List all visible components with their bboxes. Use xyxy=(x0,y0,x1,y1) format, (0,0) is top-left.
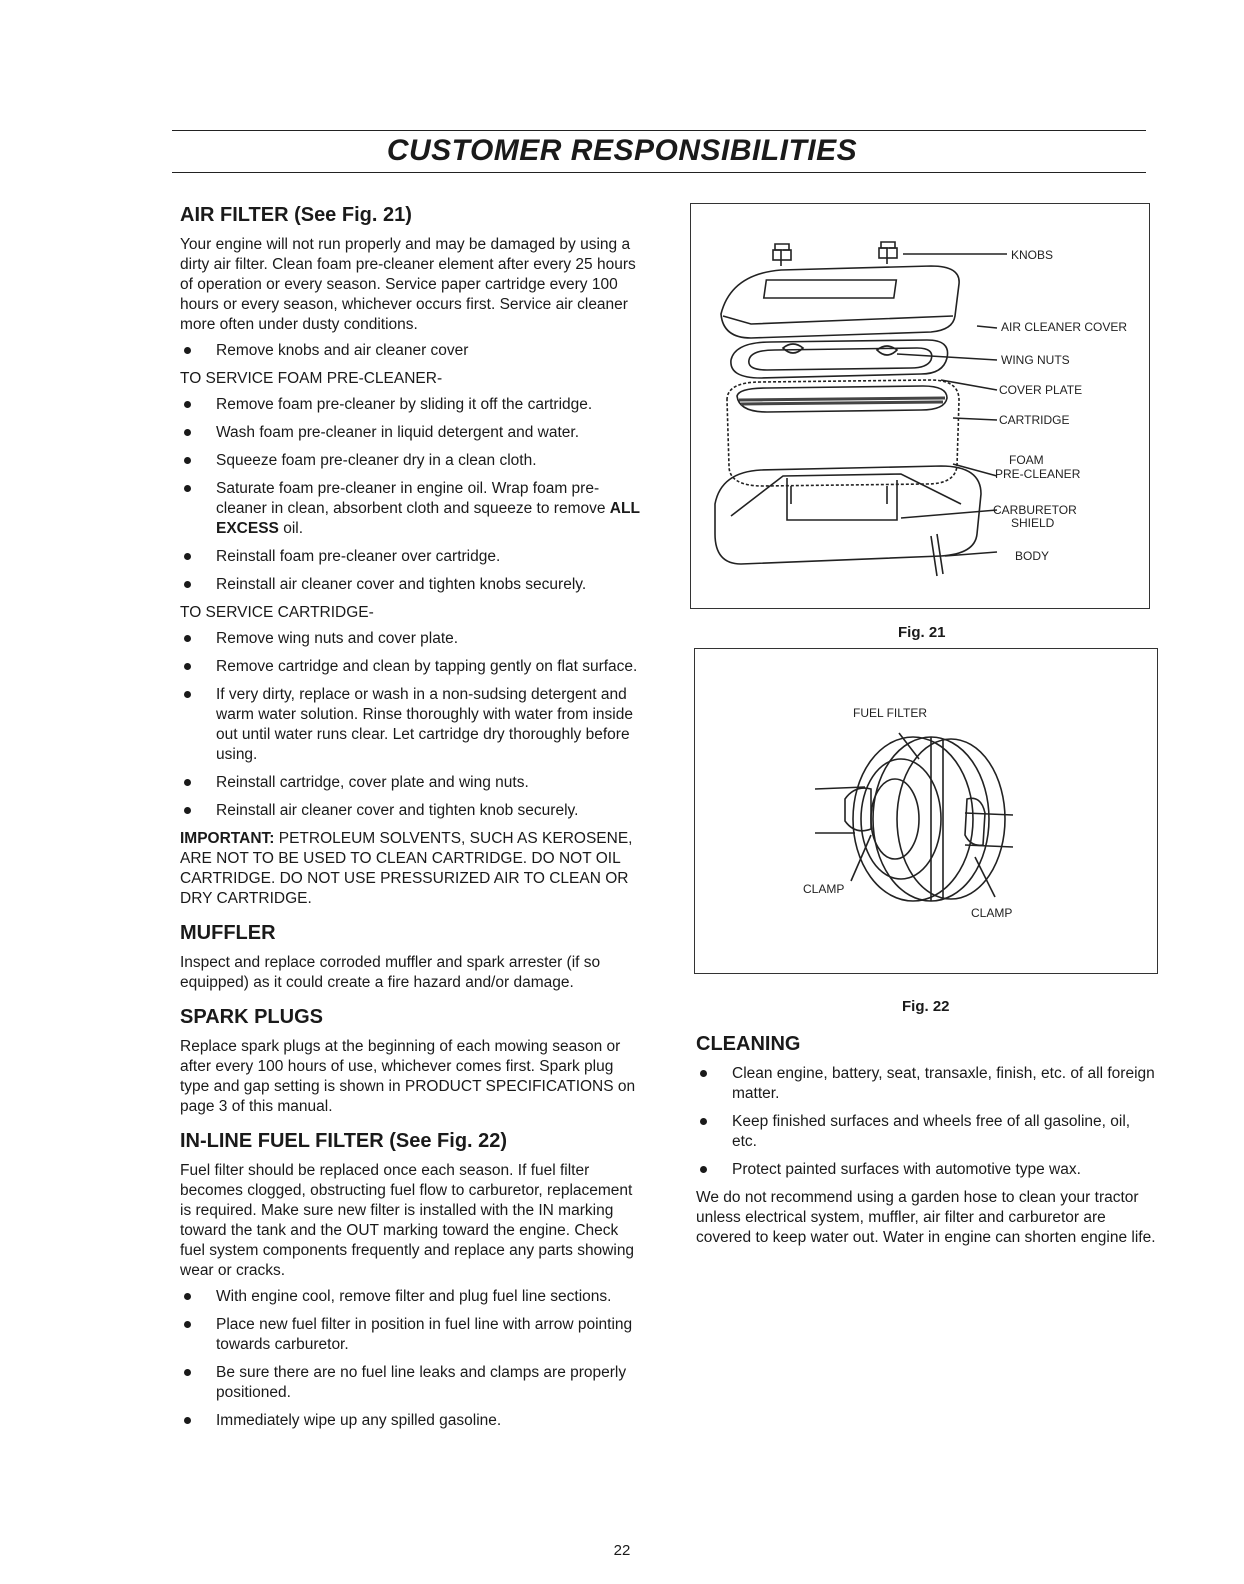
cleaning-text: We do not recommend using a garden hose to clean your tractor unless electrical system, muffler, air filter and carburetor are covered to keep water out. Water in engine can shorten engine life. xyxy=(696,1189,1156,1246)
clamp-left-icon xyxy=(845,788,871,831)
air-filter-heading: AIR FILTER (See Fig. 21) xyxy=(180,204,412,226)
label-foam: FOAM xyxy=(1009,453,1044,467)
label-wing-nuts: WING NUTS xyxy=(1001,353,1070,367)
fuel-line-left xyxy=(815,787,865,833)
list-item: Squeeze foam pre-cleaner dry in a clean cloth. xyxy=(180,451,642,471)
label-clamp-left: CLAMP xyxy=(803,882,845,896)
air-filter-intro: Your engine will not run properly and may be damaged by using a dirty air filter. Clean foam pre-cleaner element after every 25 hours of operation or every season. Service paper cartridge every 100 hours or every season, whichever occurs first. Service air cleaner more often under dusty conditions. xyxy=(180,236,636,333)
right-column xyxy=(696,1034,1156,1262)
cover-plate-shape xyxy=(731,340,948,378)
label-cover-plate: COVER PLATE xyxy=(999,383,1083,397)
list-item: Remove foam pre-cleaner by sliding it off the cartridge. xyxy=(180,395,642,415)
knob-left-icon xyxy=(775,244,789,266)
label-knobs: KNOBS xyxy=(1011,248,1054,262)
page-title: CUSTOMER RESPONSIBILITIES xyxy=(386,134,858,167)
list-item xyxy=(180,479,642,539)
figure-22-fuel-filter xyxy=(694,648,1158,974)
fuel-filter-diagram xyxy=(695,649,1157,973)
list-item: Wash foam pre-cleaner in liquid detergent and water. xyxy=(180,423,642,443)
figure-21-air-cleaner xyxy=(690,203,1150,609)
list-item: Reinstall cartridge, cover plate and wing nuts. xyxy=(180,773,642,793)
emphasis-text: ALL EXCESS xyxy=(216,500,640,537)
air-cleaner-exploded-diagram xyxy=(691,204,1149,608)
list-item: Keep finished surfaces and wheels free of all gasoline, oil, etc. xyxy=(696,1112,1156,1152)
fuel-filter-heading: IN-LINE FUEL FILTER (See Fig. 22) xyxy=(180,1130,508,1152)
muffler-text: Inspect and replace corroded muffler and spark arrester (if so equipped) as it could create a fire hazard and/or damage. xyxy=(180,954,601,991)
clamp-right-icon xyxy=(965,798,985,845)
list-item: Protect painted surfaces with automotive type wax. xyxy=(696,1160,1156,1180)
header-rule-bottom xyxy=(172,172,1146,173)
fuel-filter-text: Fuel filter should be replaced once each season. If fuel filter becomes clogged, obstructing fuel flow to carburetor, replacement is required. Make sure new filter is installed with the IN marking toward the tank and the OUT marking toward the engine. Check fuel system components frequently and replace any parts showing wear or cracks. xyxy=(180,1162,635,1279)
wing-nut-right-icon xyxy=(877,346,897,355)
foam-service-heading: TO SERVICE FOAM PRE-CLEANER- xyxy=(180,370,443,387)
label-clamp-right: CLAMP xyxy=(971,906,1013,920)
air-filter-section xyxy=(180,205,642,909)
spark-plugs-text: Replace spark plugs at the beginning of each mowing season or after every 100 hours of use, whichever comes first. Spark plug type and gap setting is shown in PRODUCT SPECIFICATIONS on page 3 of this manual. xyxy=(180,1038,636,1115)
cartridge-steps-list xyxy=(180,629,642,821)
label-cartridge: CARTRIDGE xyxy=(999,413,1070,427)
important-text: PETROLEUM SOLVENTS, SUCH AS KEROSENE, ARE NOT TO BE USED TO CLEAN CARTRIDGE. DO NOT OIL CARTRIDGE. DO NOT USE PRESSURIZED AIR TO CLEAN OR DRY CARTRIDGE. xyxy=(180,830,633,907)
list-item: Reinstall foam pre-cleaner over cartridge. xyxy=(180,547,642,567)
cleaning-steps-list xyxy=(696,1064,1156,1180)
label-fuel-filter: FUEL FILTER xyxy=(853,706,928,720)
list-item: Reinstall air cleaner cover and tighten knobs securely. xyxy=(180,575,642,595)
list-item: Be sure there are no fuel line leaks and clamps are properly positioned. xyxy=(180,1363,642,1403)
fuel-filter-section xyxy=(180,1131,642,1431)
foam-steps-list xyxy=(180,395,642,595)
list-item: With engine cool, remove filter and plug fuel line sections. xyxy=(180,1287,642,1307)
knob-left-icon-base xyxy=(773,250,791,260)
figure-21-caption: Fig. 21 xyxy=(898,624,946,641)
cover-label-plate xyxy=(764,280,897,298)
list-item: Remove wing nuts and cover plate. xyxy=(180,629,642,649)
label-shield: SHIELD xyxy=(1011,516,1055,530)
muffler-heading: MUFFLER xyxy=(180,922,276,944)
cleaning-heading: CLEANING xyxy=(696,1033,801,1055)
cartridge-service-heading: TO SERVICE CARTRIDGE- xyxy=(180,604,374,621)
list-item: Immediately wipe up any spilled gasoline. xyxy=(180,1411,642,1431)
list-item: Reinstall air cleaner cover and tighten knob securely. xyxy=(180,801,642,821)
list-item: Remove cartridge and clean by tapping gently on flat surface. xyxy=(180,657,642,677)
figure-22-caption: Fig. 22 xyxy=(902,998,950,1015)
knob-right-icon-base xyxy=(879,248,897,258)
spark-plugs-section xyxy=(180,1007,642,1117)
header-rule-top xyxy=(172,130,1146,131)
cleaning-section xyxy=(696,1034,1156,1248)
air-filter-remove-list xyxy=(180,341,642,361)
air-cleaner-cover-shape xyxy=(721,266,959,338)
fuel-filter-steps-list xyxy=(180,1287,642,1431)
list-item: Remove knobs and air cleaner cover xyxy=(180,341,642,361)
list-item: Clean engine, battery, seat, transaxle, finish, etc. of all foreign matter. xyxy=(696,1064,1156,1104)
label-pre-cleaner: PRE-CLEANER xyxy=(995,467,1081,481)
left-column xyxy=(180,205,642,1445)
wing-nut-left-icon xyxy=(783,344,803,353)
list-item: If very dirty, replace or wash in a non-sudsing detergent and warm water solution. Rinse thoroughly with water from inside out until water runs clear. Let cartridge dry thoroughly before using. xyxy=(180,685,642,765)
muffler-section xyxy=(180,923,642,993)
label-body: BODY xyxy=(1015,549,1050,563)
label-air-cleaner-cover: AIR CLEANER COVER xyxy=(1001,320,1128,334)
important-note xyxy=(180,829,642,909)
list-item-end: oil. xyxy=(278,520,304,537)
knob-right-icon xyxy=(881,242,895,264)
list-item: Place new fuel filter in position in fuel line with arrow pointing towards carburetor. xyxy=(180,1315,642,1355)
important-label: IMPORTANT: xyxy=(180,830,275,847)
list-item-text: Saturate foam pre-cleaner in engine oil. Wrap foam pre-cleaner in clean, absorbent cloth and squeeze to remove xyxy=(216,480,606,517)
page-number: 22 xyxy=(613,1542,631,1559)
spark-plugs-heading: SPARK PLUGS xyxy=(180,1006,323,1028)
label-carburetor: CARBURETOR xyxy=(993,503,1077,517)
